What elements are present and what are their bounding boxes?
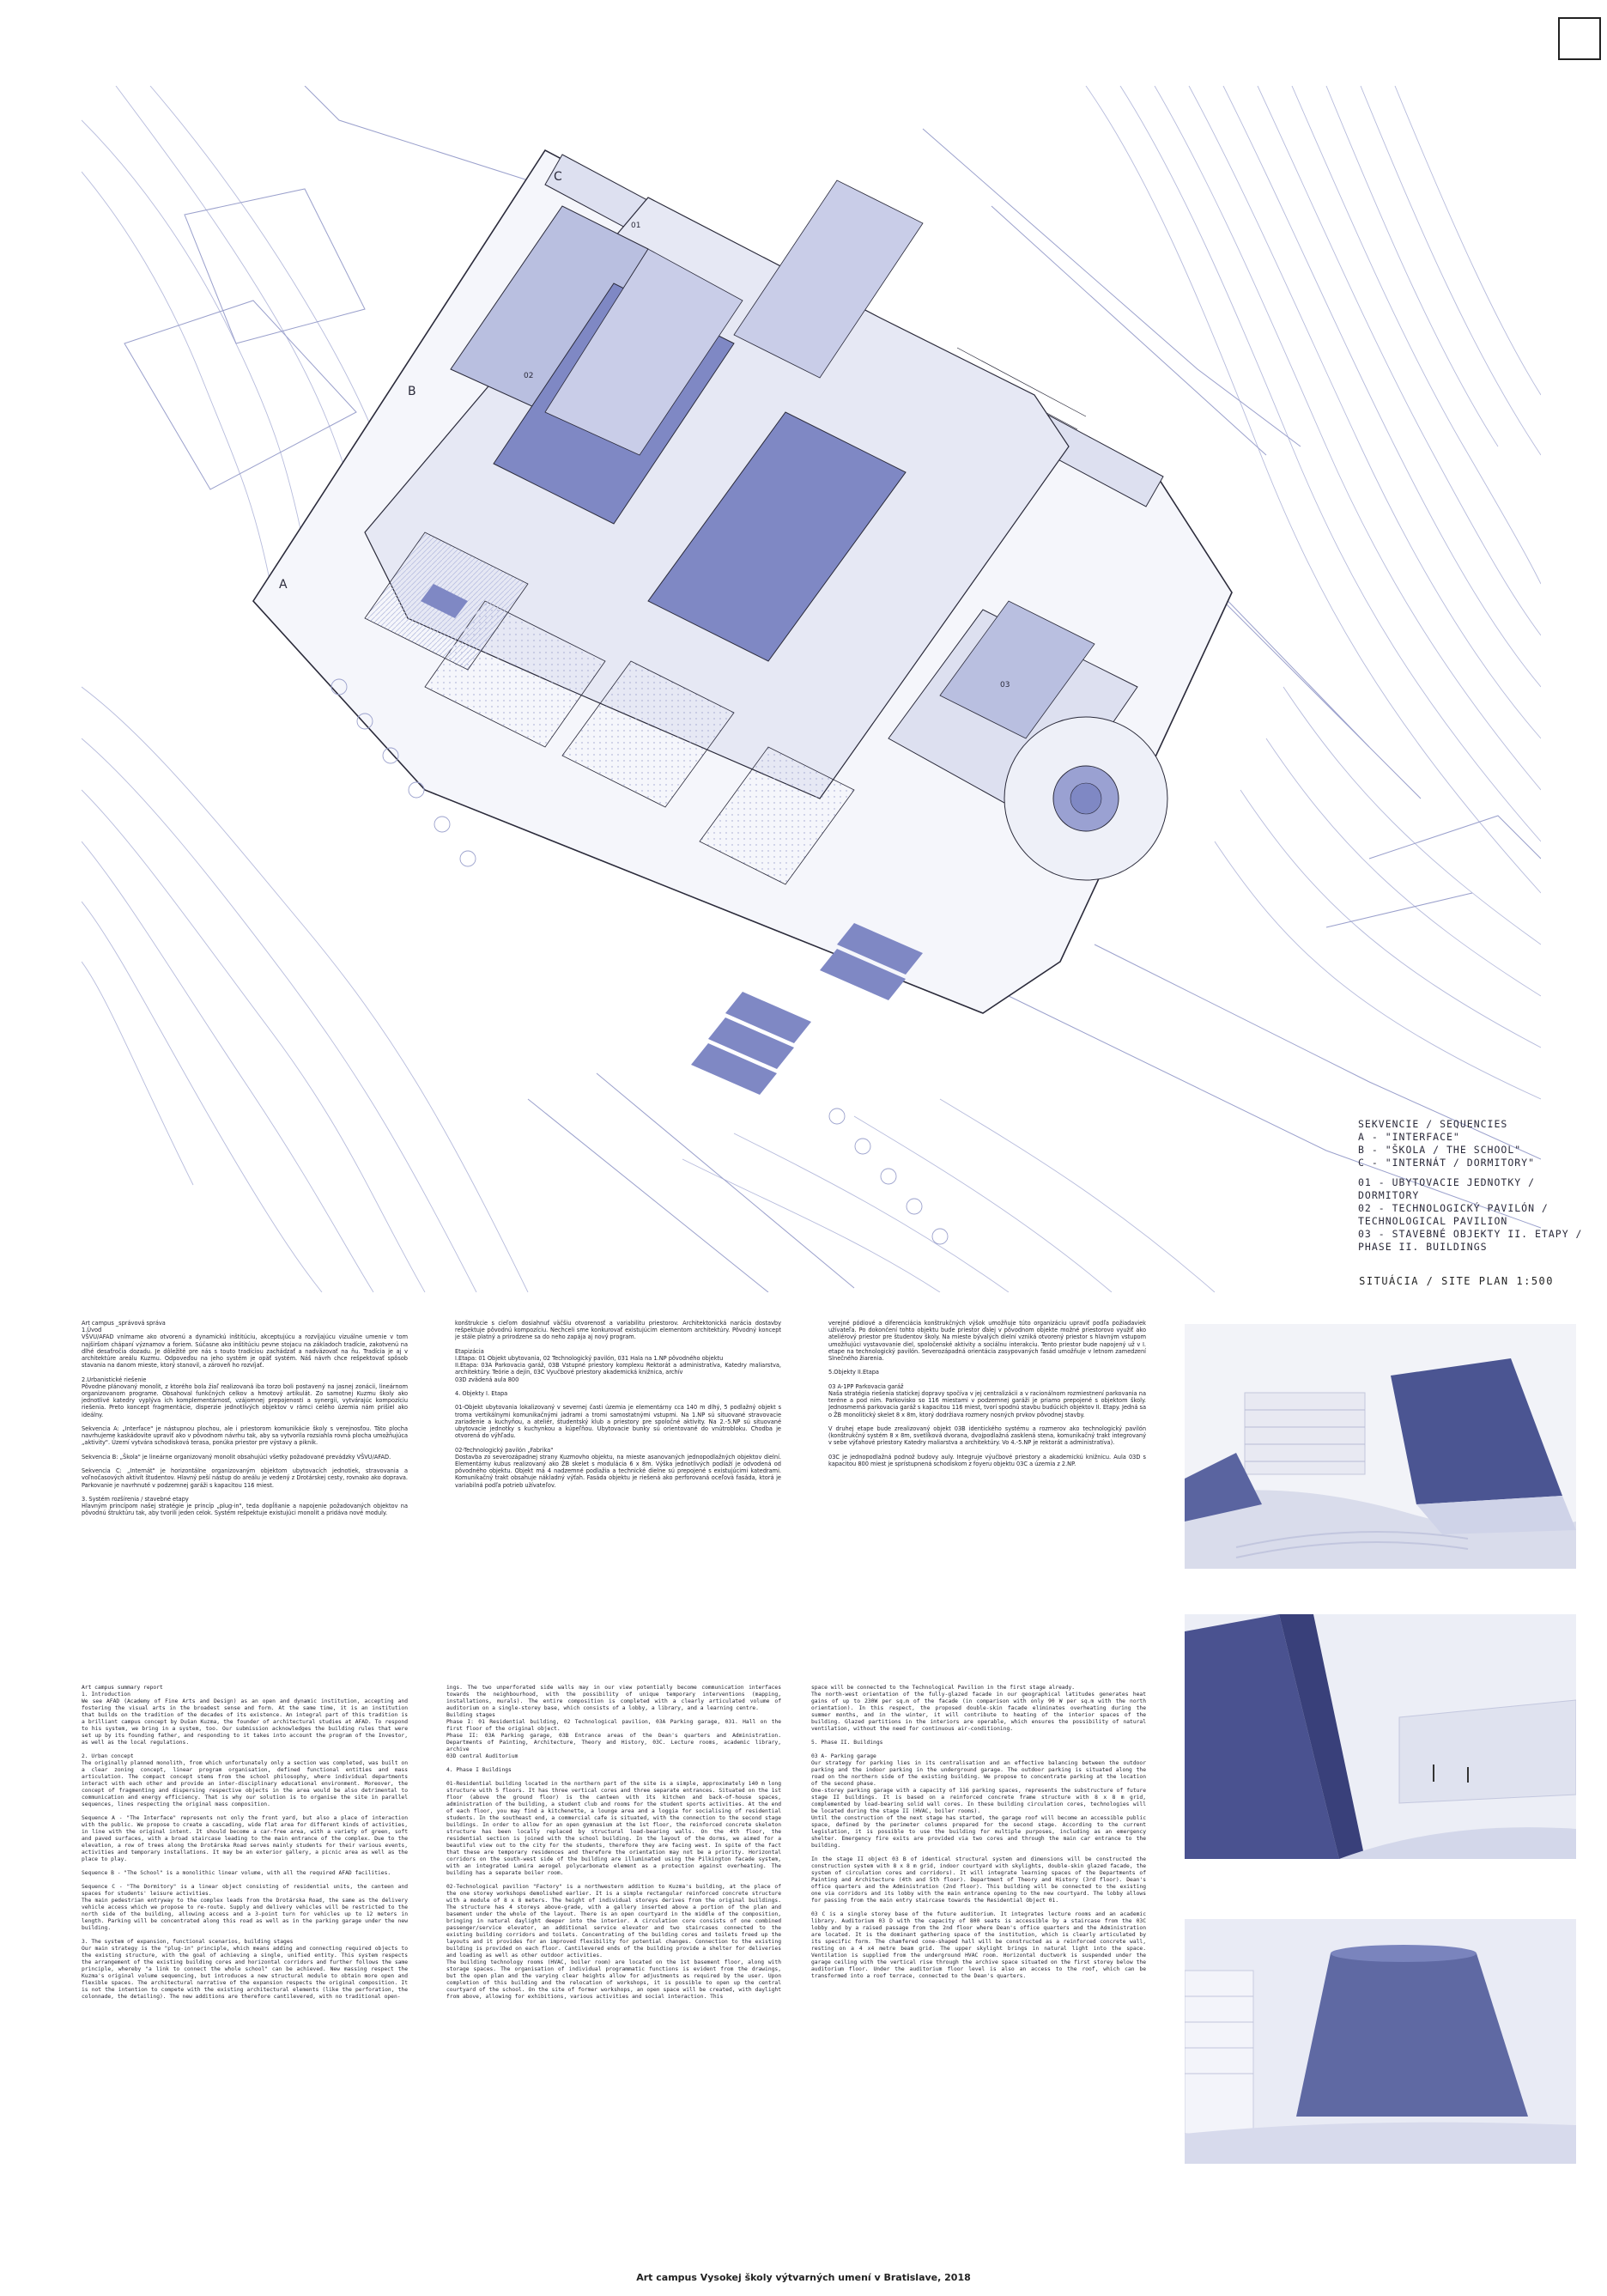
legend-item: 02 - TECHNOLOGICKÝ PAVILÓN / [1358, 1202, 1549, 1214]
site-plan-caption: SITUÁCIA / SITE PLAN 1:500 [1359, 1275, 1554, 1287]
legend-item: B - "ŠKOLA / THE SCHOOL" [1358, 1144, 1522, 1156]
title-block-frame [1558, 17, 1601, 60]
legend-heading: SEKVENCIE / SEQUENCIES [1358, 1118, 1508, 1130]
sequences-legend [1358, 1118, 1581, 1254]
legend-item: 01 - UBYTOVACIE JEDNOTKY / [1358, 1176, 1536, 1188]
legend-item: A - "INTERFACE" [1358, 1131, 1460, 1143]
legend-item: PHASE II. BUILDINGS [1358, 1241, 1488, 1253]
report-sk-column-1: Art campus _správová správa 1.Úvod VŠVU/AFAD vnímame ako otvorenú a dynamickú inštitúciu, akceptujúcu a rozvíjajúcu vizuálne umenie v tom najširšom chápaní významov a foriem. Súčasne ako inštitúciu pevne stojacu na základoch tradície, zakotvenú na dlhé desaťročia dozadu. Je dôležité pre nás s touto tradíciou zachádzať a nadväzovať na ňu. Tradícia je aj v architektúre areálu Kuzmu. Odpoveďou na jeho systém je opäť systém. Náš návrh chce rešpektovať spôsob stavania na danom mieste, ktorý stanovil, a zároveň ho rozvíjať. 2.Urbanistické riešenie Pôvodne plánovaný monolit, z ktorého bola žiaľ realizovaná iba torzo boli postavený na jasnej zonácii, lineárnom organizovanom programe. Obsahoval funkčných celkov a hmotový artikulát. Zo samotnej Kuzmu školy ako jednotlivé katedry vyplýva ich komplementárnosť, vzájomnej prepojenosti a synergii, vytvárajúc kompozíciu riešenia. Preto koncept fragmentácie, disperzie jednotlivých objektov v rámci celého územia nám prišiel ako ideálny. Sekvencia A: „Interface" je nástupnou plochou, ale i priestorom komunikácie školy s verejnosťou. Táto plocha navrhujeme kaskádovite upraviť ako v pôvodnom návrhu tak, aby sa vytvorila rozsiahla rovná plocha umožňujúca „aktivity". Území vytvára schodisková terasa, ponúka priestor pre výstavy a piknik. Sekvencia B: „Škola" je lineárne organizovaný monolit obsahujúci všetky požadované prevádzky VŠVU/AFAD. Sekvencia C: „Internát" je horizontálne organizovaným objektom ubytovacích jednotiek, stravovania a voľnočasových aktivít študentov. Hlavný peší nástup do areálu je vedený z Drotárskej cesty, rovnako ako doprava. Parkovanie je navrhnuté v podzemnej garáži s kapacitou 116 miest. 3. Systém rozšírenia / stavebné etapy Hlavným princípom našej stratégie je princíp „plug-in", teda dopĺňanie a napojenie požadovaných objektov na pôvodnú štruktúru tak, aby tvorili jeden celok. Systém rešpektuje existujúci monolit a pridáva nové moduly. [82, 1320, 408, 1517]
label-sequence-c: C [554, 170, 562, 184]
sheet-footer: Art campus Vysokej školy výtvarných umení v Bratislave, 2018 [636, 2272, 971, 2283]
label-sequence-a: A [279, 578, 288, 592]
site-plan [82, 86, 1541, 1292]
report-en-column-3: space will be connected to the Technological Pavilion in the first stage already. The north-west orientation of the fully-glazed facade in our geographical latitudes generates heat gains of up to 230W per sq.m of the facade (in comparison with only 90 W per sq.m with the north orientation). In this respect, the proposed double-skin facade eliminates overheating during the summer months, and in the winter, it will contribute to heating of the interior spaces of the building. Glazed partitions in the interiors are operable, which ensures the possibility of natural ventilation, without the need for continuous air-conditioning. 5. Phase II. Buildings 03 A- Parking garage Our strategy for parking lies in its centralisation and an effective balancing between the outdoor parking and the indoor parking in the underground garage. The outdoor parking is situated along the road on the northern side of the existing building. We propose to concentrate parking at the location of the second phase. One-storey parking garage with a capacity of 116 parking spaces, represents the substructure of future stage II buildings. It is based on a reinforced concrete frame structure with 8 x 8 m grid, complemented by load-bearing solid wall cores. In these building circulation cores, technologies will be located during the stage II (HVAC, boiler rooms). Until the construction of the next stage has started, the garage roof will become an accessible public space, defined by the perimeter columns prepared for the second stage. According to the current legislation, it is possible to use the building for multiple purposes, including as an emergency shelter. Emergency fire exits are provided via two cores and through the main car entrance to the building. In the stage II object 03 B of identical structural system and dimensions will be constructed the construction system with 8 x 8 m grid, indoor courtyard with skylights, double-skin glazed facade, the system of circulation cores and corridors). It will integrate learning spaces of the Departments of Painting and Architecture (4th and 5th floor). Department of Theory and History (3rd floor). Dean's office quarters and the Administration (2nd floor). This building will be connected to the existing one via corridors and its lobby with the main entrance opening to the new courtyard. The lobby allows for passing from the main entry staircase towards the Residential Object 01. 03 C is a single storey base of the future auditorium. It integrates lecture rooms and an academic library. Auditorium 03 D with the capacity of 800 seats is accessible by a staircase from the 03C lobby and by a raised passage from the 2nd floor where Dean's office quarters and the Administration are located. It is the dominant gathering space of the institution, which is clearly articulated by its specific form. The chamfered cone-shaped hall will be constructed as a reinforced concrete wall, resting on a 4 x4 metre beam grid. The upper skylight brings in natural light into the space. Ventilation is supplied from the underground HVAC room. Horizontal ductwork is suspended under the garage ceiling with the vertical rise through the archive space situated on the first storey below the auditorium floor. Under the auditorium floor level is also an access to the roof, which can be transformed into a roof terrace, connected to the Dean's quarters. [811, 1685, 1146, 1979]
label-sequence-b: B [408, 385, 416, 398]
report-sk-column-2: konštrukcie s cieľom dosiahnuť väčšiu otvorenosť a variabilitu priestorov. Architektonická narácia dostavby rešpektuje pôvodnú kompozíciu. Nechceli sme konkurovať existujúcim elementom architektúry. Pôvodný koncept je stále platný a prirodzene sa do neho zapája aj nový program. Etapizácia I.Etapa: 01 Objekt ubytovania, 02 Technologický pavilón, 031 Hala na 1.NP pôvodného objektu II.Etapa: 03A Parkovacia garáž, 03B Vstupné priestory komplexu Rektorát a administratíva, Katedry maliarstva, architektúry. Teórie a dejín, 03C Vyučbové priestory akademická knižnica, archív 03D zvädená aula 800 4. Objekty I. Etapa 01-Objekt ubytovania lokalizovaný v severnej časti územia je elementárny cca 140 m dlhý, 5 podlažný objekt s troma vertikálnymi komunikačnými jadrami a tromi samostatnými vstupmi. Na 1.NP sú situované stravovacie zariadenie a kuchyňou, a ateliér, študentský klub a priestory pre spoločné aktivity. Na 2.-5.NP sú situované ubytovacie jednotky s kuchynkou a kúpeľňou. Ubytovacie bunky sú orientované do vnútrobloku. Chodba je otvorená do výhľadu. 02-Technologický pavilón „Fabrika" Dostavba zo severozápadnej strany Kuzmovho objektu, na mieste asanovaných jednopodlažných objektov dielní. Elementárny kubus realizovaný ako ŽB skelet s modulácia 6 x 8m. Výška jednotlivých podlaží je odvodená od pôvodného objektu. Objekt má 4 nadzemné podlažia a technické dielne sú prepojené s existujúcimi katedrami. Komunikačný trakt obsahuje nákladný výťah. Fasáda objektu je riešená ako perforovaná oceľová fasáda, ktorá je variabilná podľa potrieb užívateľov. [455, 1320, 781, 1489]
report-en-column-1: Art campus summary report 1. Introduction We see AFAD (Academy of Fine Arts and Design) as an open and dynamic institution, accepting and fostering the visual arts in the broadest sense and form. At the same time, it is an institution that builds on the tradition of the decades of its existence. An integral part of this tradition is a brilliant campus concept by Dušan Kuzma, the founder of architectural studies at AFAD. To respond to his system, we bring in a system, too. Our submission acknowledges the building rules that were set up by its founding father, and responding to it takes into account the program of the Investor, as well as the local regulations. 2. Urban concept The originally planned monolith, from which unfortunately only a section was completed, was built on a clear zoning concept, linear program organisation, defined functional entities and mass articulation. The compact concept stems from the school philosophy, where individual departments interact with each other and provide an inter-disciplinary educational environment. Moreover, the concept of fragmenting and dispersing respective objects in the area would be also detrimental to communication and energy efficiency. That is why our solution is to organise the site in parallel sequences, lines respecting the original mass composition. Sequence A - "The Interface" represents not only the front yard, but also a place of interaction with the public. We propose to create a cascading, wide flat area for different kinds of activities, in line with the original intent. It should become a car-free area, with a variety of green, soft and paved surfaces, with a broad staircase leading to the main entrance of the complex. Due to the elevation, a row of trees along the Drotárska Road serves mainly students for their various events, activities and temporary installations. It may be an exterior gallery, a picnic area as well as the place to play. Sequence B - "The School" is a monolithic linear volume, with all the required AFAD facilities. Sequence C - "The Dormitory" is a linear object consisting of residential units, the canteen and spaces for students' leisure activities. The main pedestrian entryway to the complex leads from the Drotárska Road, the same as the delivery vehicle access which we propose to re-route. Supply and delivery vehicles will be restricted to the north side of the building, allowing access and a 3-point turn for vehicles up to 12 meters in length. Parking will be concentrated along this road as well as in the parking garage under the new building. 3. The system of expansion, functional scenarios, building stages Our main strategy is the "plug-in" principle, which means adding and connecting required objects to the existing structure, with the goal of achieving a single, unified entity. This system respects the arrangement of the existing building cores and horizontal corridors and further follows the same principle, whereby "a link to connect the whole school" can be achieved. New massing respect the Kuzma's original volume sequencing, but introduces a new structural module to obtain more open and flexible spaces. The architectural narrative of the expansion respects the original composition. It is not the intention to compete with the existing architectural elements (like the perforation, the colonnade, the detailing). The new additions are therefore cantilevered, with no traditional open- [82, 1685, 408, 2000]
site-plan-drawing [82, 86, 1541, 1292]
legend-item: TECHNOLOGICAL PAVILION [1358, 1215, 1508, 1227]
render-image-1 [1185, 1324, 1576, 1569]
render-image-2 [1185, 1614, 1576, 1859]
render-image-3 [1185, 1919, 1576, 2164]
legend-item: 03 - STAVEBNÉ OBJEKTY II. ETAPY / [1358, 1228, 1583, 1240]
report-en-column-2: ings. The two unperforated side walls may in our view potentially become communication interfaces towards the neighbourhood, with the possibility of unique temporary interventions (mapping, installations, murals). The entire composition is completed with a clearly articulated volume of auditorium on a single-storey base, which consists of a lobby, a library, and a learning centre. Building stages Phase I: 01 Residential building, 02 Technological pavilion, 03A Parking garage, 031. Hall on the first floor of the original object. Phase II: 03A Parking garage, 03B Entrance areas of the Dean's quarters and Administration. Departments of Painting, Architecture, Theory and History, 03C. Lecture rooms, academic library, archive 03D central Auditorium 4. Phase I Buildings 01-Residential building located in the northern part of the site is a simple, approximately 140 m long structure with 5 floors. It has three vertical cores and three separate entrances. Situated on the 1st floor (above the ground floor) is the canteen with its kitchen and back-of-house spaces, administration of the building, a student club and rooms for the student sports activities. At the end of each floor, you may find a kitchenette, a lounge area and a loggia for socialising of residential students. In the southeast end, a commercial cafe is situated, with the connection to the second stage buildings. In order to allow for an open gymnasium at the 1st floor, the reinforced concrete skeleton structure has been locally replaced by structural load-bearing walls. On the 4th floor, the residential section is joined with the school building. In the layout of the dorms, we aimed for a beautiful view out to the city for the students, therefore they are facing west. In spite of the fact that these are temporary residences and therefore the orientation may not be a priority. Horizontal corridors on the south-west side of the building are illuminated using the Pilkington facade system, with an integrated Lumira aerogel polycarbonate element as a protection against overheating. The building has a separate boiler room. 02-Technological pavilion "Factory" is a northwestern addition to Kuzma's building, at the place of the one storey workshops demolished earlier. It is a simple rectangular reinforced concrete structure with a module of 8 x 8 meters. The height of individual storeys derives from the original buildings. The structure has 4 storeys above-grade, with a gallery inserted above a portion of the plan and basement under the whole of the layout. There is an open courtyard in the middle of the composition, bringing in natural daylight deeper into the interior. A circulation core consists of one combined passenger/service elevator, an additional service elevator and two staircases connected to the existing building corridors and toilets. Concentrating of the building cores and toilets freed up the layouts and it provides for an improved flexibility for potential changes. Connection to the existing building is provided on each floor. Cantilevered ends of the building provide a shelter for deliveries and loading as well as other outdoor activities. The building technology rooms (HVAC, boiler room) are located on the 1st basement floor, along with storage spaces. The organisation of individual programmatic functions is evident from the drawings, but the open plan and the varying clear heights allow for adjustments as required by the user. Upon completion of this building and the relocation of workshops, it is possible to open up the central courtyard of the school. On the site of former workshops, an open space will be created, with daylight from above, allowing for exhibitions, various activities and social interaction. This [446, 1685, 781, 2000]
label-building-01: 01 [631, 222, 641, 230]
legend-item: C - "INTERNÁT / DORMITORY" [1358, 1157, 1536, 1169]
legend-item: DORMITORY [1358, 1189, 1420, 1201]
report-sk-column-3: verejné pódiové a diferenciácia konštrukčných výšok umožňuje túto organizáciu upraviť podľa požiadaviek užívateľa. Po dokončení tohto objektu bude priestor ďalej v pôvodnom objekte možné priestorovo využiť ako ateliérový priestor pre študentov školy. Na mieste bývalých dielní vzniká otvorený priestor s hlavným vstupom umožňujúci vystavovanie diel, spoločenské aktivity a sociálnu interakciu. Tento priestor bude napojený už v I. etape na technologický pavilón. Severozápadná orientácia zasypovaných fasád umožňuje v letnom zamedzení Slnečného žiarenia. 5.Objekty II.Etapa 03 A-1PP Parkovacia garáž Naša stratégia riešenia statickej dopravy spočíva v jej centralizácii a v racionálnom rozmiestnení parkovania na teréne a pod ním. Parkovisko so 116 miestami v podzemnej garáži je priamo prepojené s objektom školy. Jednosmerná parkovacia garáž s kapacitou 116 miest, tvorí spodnú stavbu budúcich objektov II. Etapy. Jedná sa o ŽB monolitický skelet 8 x 8m, ktorý dodržiava rozmery nosných prvkov pôvodnej stavby. V druhej etape bude zrealizovaný objekt 03B identického systému a rozmerov ako technologický pavilón (konštrukčný systém 8 x 8m, svetlíková dvorana, dvojpodlažná zasklená stena, komunikačný trakt integrovaný v sebe výťahové priestory Katedry maliarstva a architektúry. Vo 4.-5.NP je rektorát a administratíva). 03C je jednopodlažná podnož budovy auly. Integruje výučbové priestory a akademickú knižnicu. Aula 03D s kapacitou 800 miest je sprístupnená schodiskom z foyeru objektu 03C a územia z 2.NP. [828, 1320, 1146, 1468]
label-building-02: 02 [524, 372, 534, 380]
label-building-03: 03 [1000, 681, 1010, 689]
